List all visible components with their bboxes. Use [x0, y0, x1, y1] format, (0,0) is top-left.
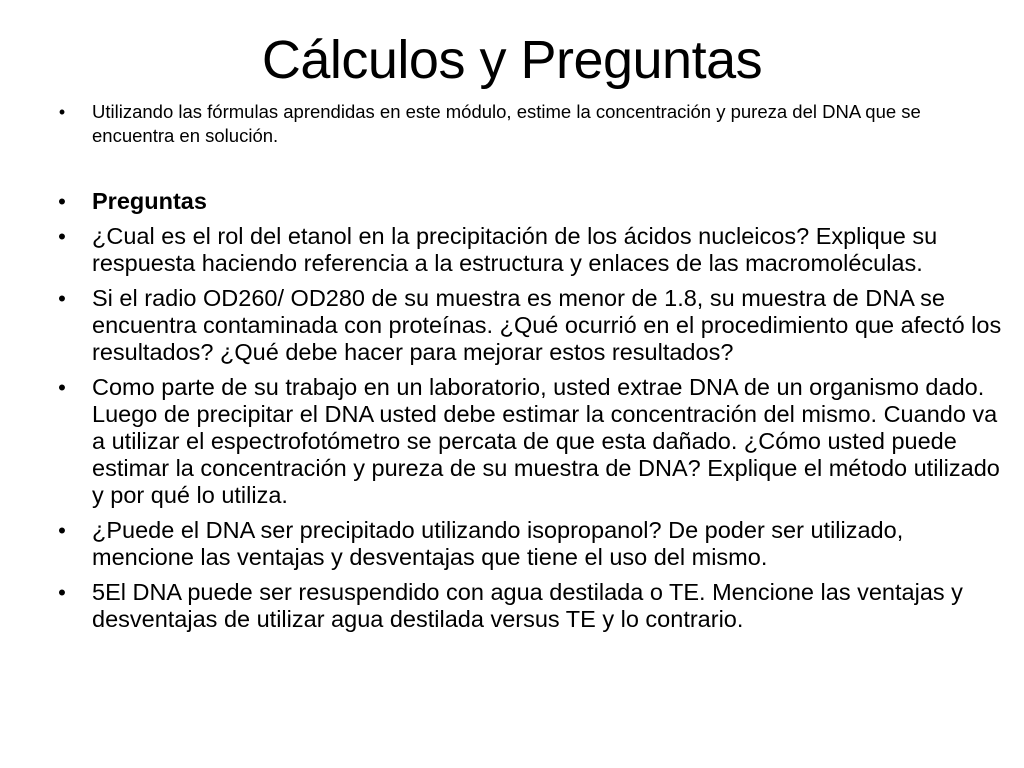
spacer — [52, 509, 1002, 517]
bullet-question-5 — [52, 579, 1002, 633]
bullet-icon: • — [58, 580, 66, 605]
spacer — [52, 571, 1002, 579]
slide-title: Cálculos y Preguntas — [261, 30, 763, 90]
spacer — [52, 277, 1002, 285]
question-text: 5El DNA puede ser resuspendido con agua destilada o TE. Mencione las ventajas y desventajas de utilizar agua destilada versus TE y lo contrario. — [92, 579, 963, 632]
bullet-question-4 — [52, 517, 1002, 571]
question-text: Como parte de su trabajo en un laboratorio, usted extrae DNA de un organismo dado. Luego de precipitar el DNA usted debe estimar la concentración del mismo. Cuando va a utilizar el espectrofotómetro se percata de que esta dañado. ¿Cómo usted puede estimar la concentración y pureza de su muestra de DNA? Explique el método utilizado y por qué lo utiliza. — [92, 374, 1000, 508]
bullet-question-1 — [52, 223, 1002, 277]
question-text: ¿Puede el DNA ser precipitado utilizando isopropanol? De poder ser utilizado, mencione las ventajas y desventajas que tiene el uso del mismo. — [92, 517, 904, 570]
bullet-icon: • — [58, 224, 66, 249]
question-text: Si el radio OD260/ OD280 de su muestra es menor de 1.8, su muestra de DNA se encuentra contaminada con proteínas. ¿Qué ocurrió en el procedimiento que afectó los resultados? ¿Qué debe hacer para mejorar estos resultados? — [92, 285, 1002, 365]
bullet-intro — [52, 100, 1002, 148]
intro-text: Utilizando las fórmulas aprendidas en este módulo, estime la concentración y pureza del DNA que se encuentra en solución. — [92, 101, 921, 146]
question-text: ¿Cual es el rol del etanol en la precipitación de los ácidos nucleicos? Explique su respuesta haciendo referencia a la estructura y enlaces de las macromoléculas. — [92, 223, 938, 276]
bullet-icon: • — [58, 102, 66, 122]
bullet-question-3 — [52, 374, 1002, 509]
bullet-icon: • — [58, 518, 66, 543]
spacer — [52, 366, 1002, 374]
spacer — [52, 215, 1002, 223]
bullet-list — [52, 100, 1002, 633]
bullet-heading — [52, 188, 1002, 215]
bullet-icon: • — [58, 286, 66, 311]
bullet-question-2 — [52, 285, 1002, 366]
spacer — [52, 148, 1002, 188]
bullet-icon: • — [58, 375, 66, 400]
section-heading: Preguntas — [92, 188, 207, 214]
bullet-icon: • — [58, 189, 66, 214]
